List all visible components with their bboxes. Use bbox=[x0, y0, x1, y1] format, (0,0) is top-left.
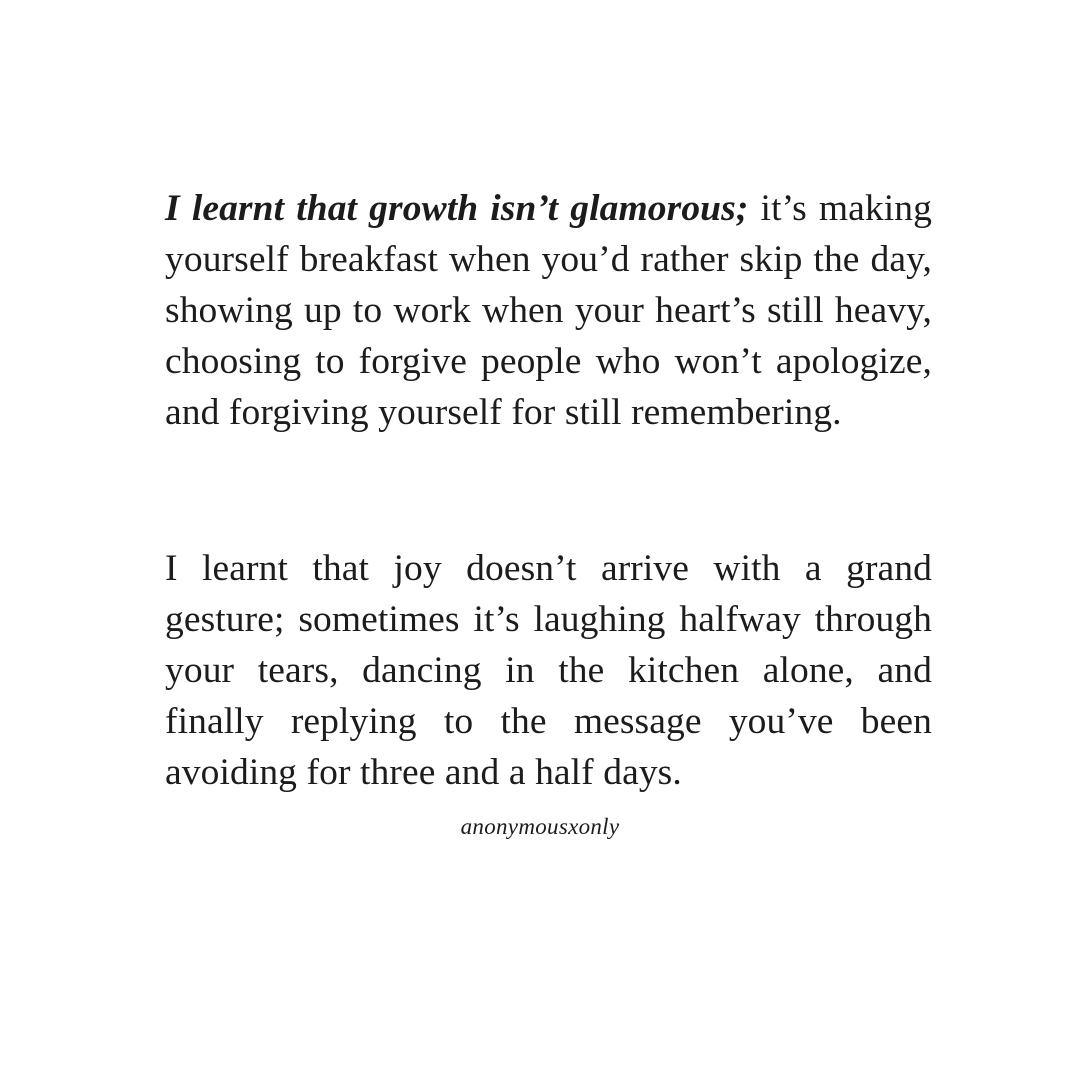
quote-paragraph-2: I learnt that joy doesn’t arrive with a grand gesture; sometimes it’s laughing halfway through your tears, dancing in the kitchen alone, and finally replying to the message you’ve been avoiding for three and a half days. bbox=[165, 548, 932, 793]
author-signature: anonymousxonly bbox=[460, 814, 620, 839]
quote-paragraph-1-text: it’s making yourself breakfast when you’d rather skip the day, showing up to work when your heart’s still heavy, choosing to forgive people who won’t apologize, and forgiving yourself for still remembering. bbox=[165, 188, 932, 433]
quote-paragraph-1 bbox=[165, 183, 932, 438]
quote-emphasis: I learnt that growth isn’t glamorous; bbox=[165, 188, 749, 229]
